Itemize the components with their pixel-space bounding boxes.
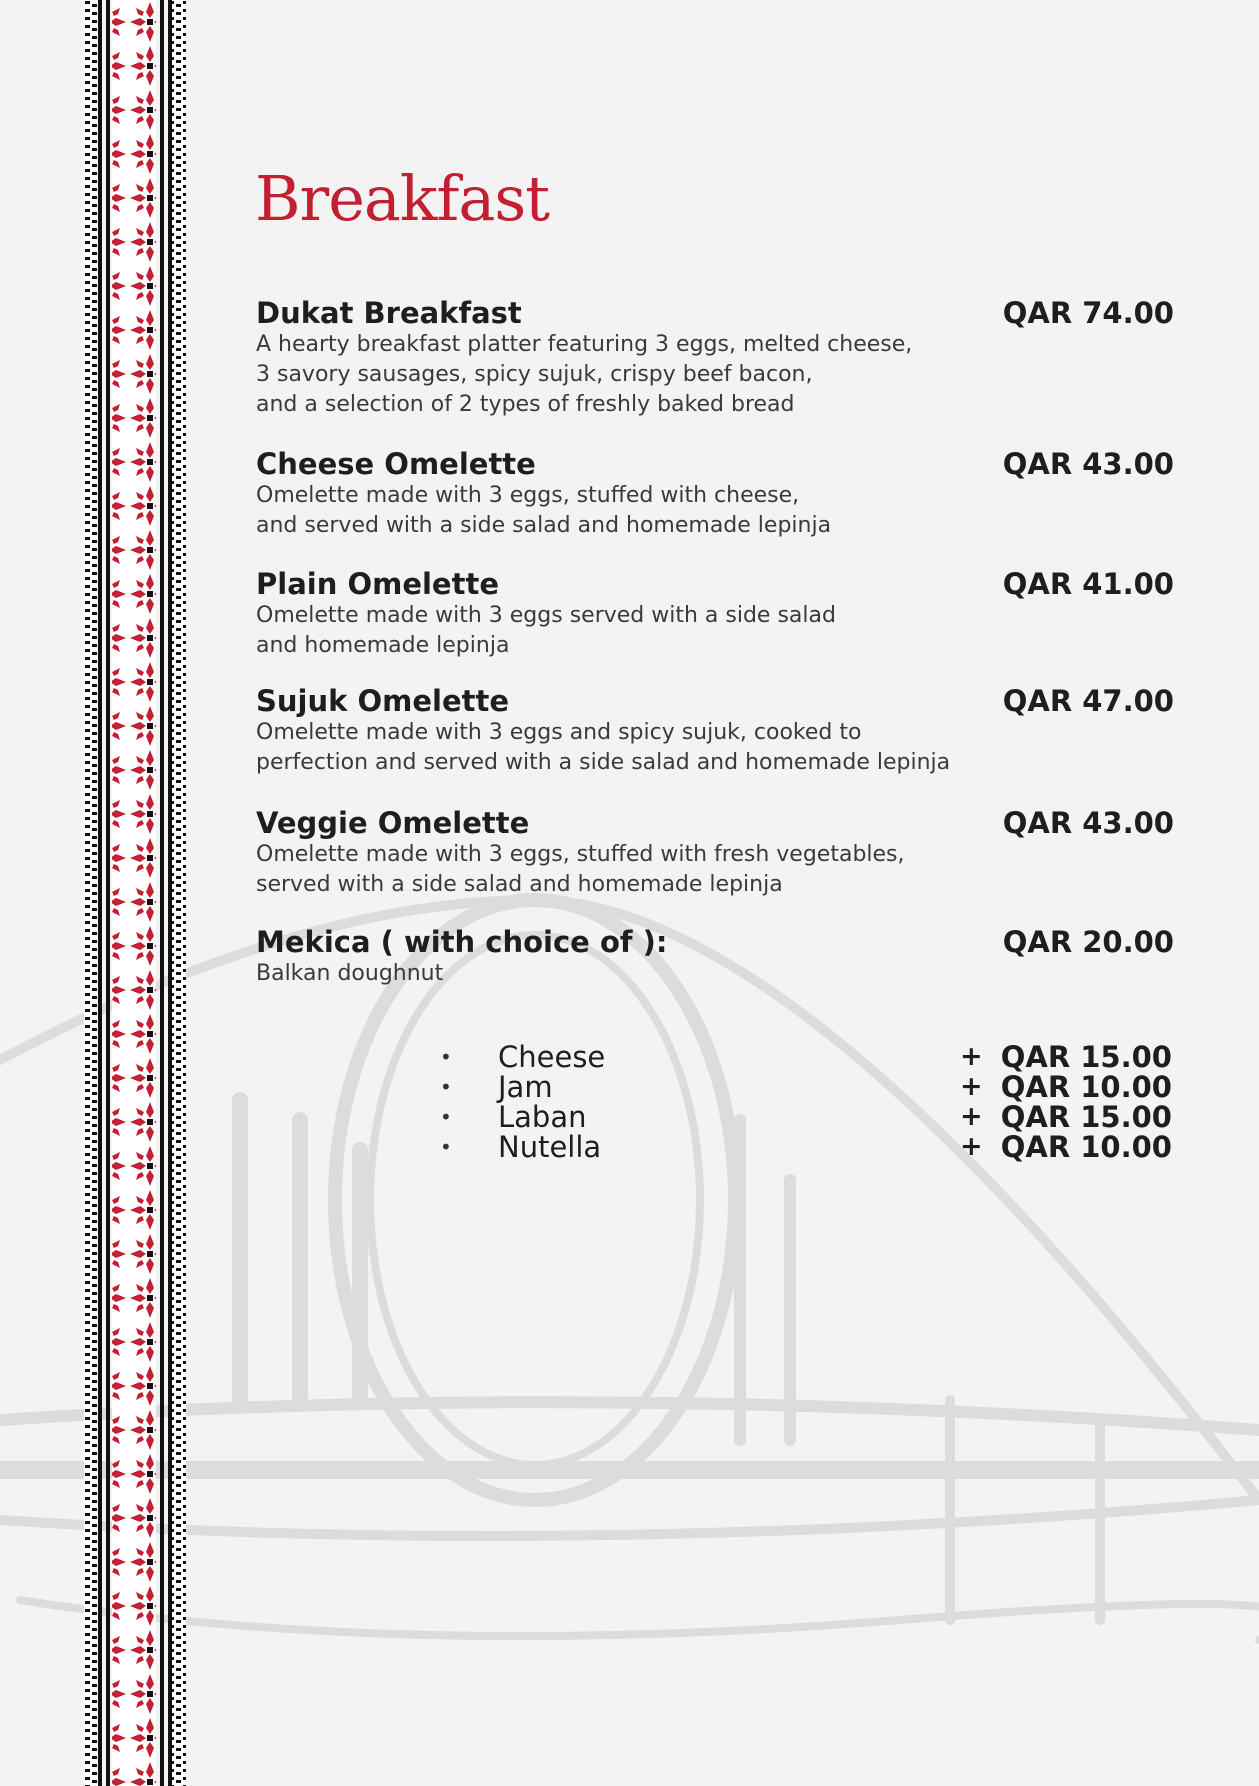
- item-price: QAR 43.00: [1002, 806, 1174, 840]
- addon-row-nutella: [440, 1132, 1172, 1162]
- addon-list: [440, 1042, 1172, 1162]
- menu-item-veggie-omelette: [256, 806, 1174, 900]
- item-price: QAR 74.00: [1002, 296, 1174, 330]
- addon-price: QAR 15.00: [1000, 1100, 1172, 1134]
- item-price: QAR 47.00: [1002, 684, 1174, 718]
- addon-name: Nutella: [498, 1130, 602, 1164]
- item-description: Omelette made with 3 eggs, stuffed with cheese, and served with a side salad and homemade lepinja: [256, 483, 832, 538]
- page-title: Breakfast: [255, 162, 550, 235]
- item-name: Mekica ( with choice of ):: [256, 925, 668, 959]
- menu-item-mekica: [256, 925, 1174, 989]
- bullet: •: [440, 1135, 452, 1159]
- plus-sign: +: [960, 1101, 983, 1132]
- item-description: Omelette made with 3 eggs, stuffed with fresh vegetables, served with a side salad and homemade lepinja: [256, 842, 905, 897]
- addon-price: QAR 15.00: [1000, 1040, 1172, 1074]
- item-name: Plain Omelette: [256, 567, 499, 601]
- item-name: Dukat Breakfast: [256, 296, 522, 330]
- menu-item-plain-omelette: [256, 567, 1174, 661]
- item-description: Balkan doughnut: [256, 961, 444, 986]
- addon-row-jam: [440, 1072, 1172, 1102]
- bullet: •: [440, 1105, 452, 1129]
- plus-sign: +: [960, 1041, 983, 1072]
- menu-item-cheese-omelette: [256, 447, 1174, 541]
- item-price: QAR 20.00: [1002, 925, 1174, 959]
- menu-item-sujuk-omelette: [256, 684, 1174, 778]
- addon-name: Jam: [498, 1070, 553, 1104]
- addon-row-cheese: [440, 1042, 1172, 1072]
- addon-price: QAR 10.00: [1000, 1130, 1172, 1164]
- menu-item-dukat-breakfast: [256, 296, 1174, 420]
- addon-row-laban: [440, 1102, 1172, 1132]
- item-price: QAR 41.00: [1002, 567, 1174, 601]
- item-name: Cheese Omelette: [256, 447, 536, 481]
- item-description: Omelette made with 3 eggs and spicy sujuk, cooked to perfection and served with a side salad and homemade lepinja: [256, 720, 951, 775]
- item-price: QAR 43.00: [1002, 447, 1174, 481]
- item-name: Sujuk Omelette: [256, 684, 510, 718]
- bullet: •: [440, 1075, 452, 1099]
- addon-name: Cheese: [498, 1040, 606, 1074]
- embroidery-border: [84, 0, 186, 1786]
- item-name: Veggie Omelette: [256, 806, 530, 840]
- plus-sign: +: [960, 1131, 983, 1162]
- plus-sign: +: [960, 1071, 983, 1102]
- addon-name: Laban: [498, 1100, 587, 1134]
- addon-price: QAR 10.00: [1000, 1070, 1172, 1104]
- item-description: Omelette made with 3 eggs served with a side salad and homemade lepinja: [256, 603, 836, 658]
- item-description: A hearty breakfast platter featuring 3 eggs, melted cheese, 3 savory sausages, spicy sujuk, crispy beef bacon, and a selection of 2 types of freshly baked bread: [256, 332, 913, 417]
- bullet: •: [440, 1045, 452, 1069]
